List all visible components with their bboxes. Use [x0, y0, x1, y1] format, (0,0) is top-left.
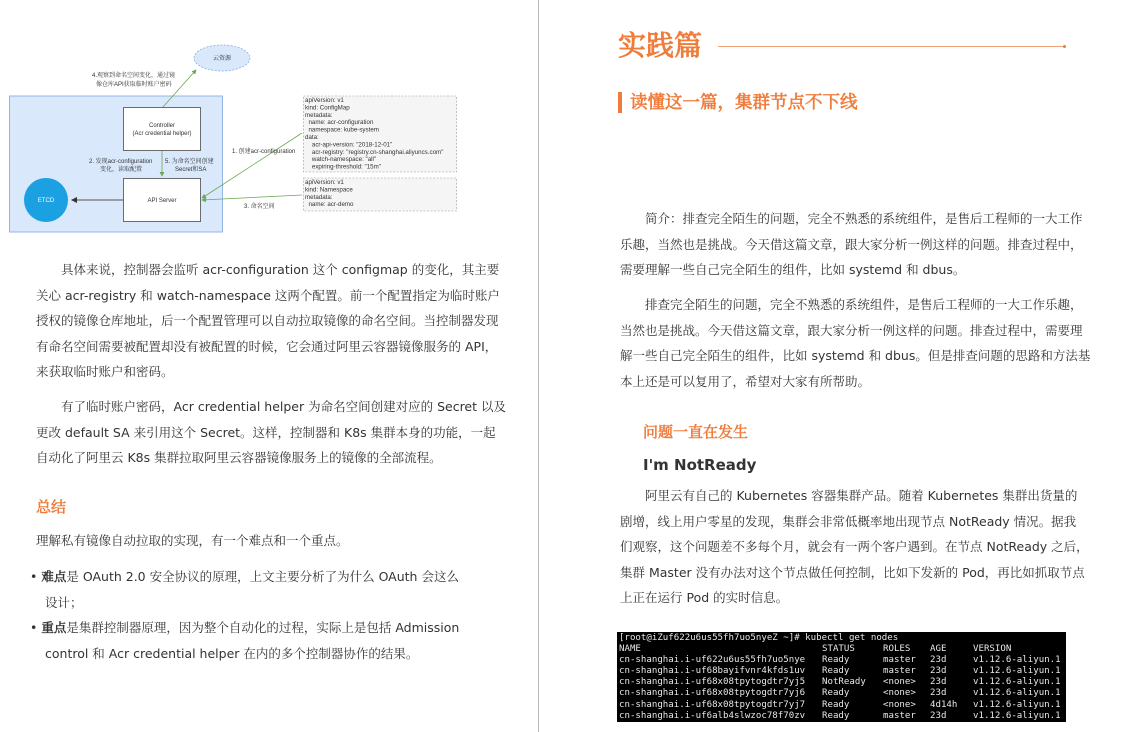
text-line: 当然也是挑战。今天借这篇文章，跟大家分析一例这样的问题。排查过程中，需要理 — [620, 322, 1083, 338]
node-row — [619, 711, 1064, 722]
text-line: 剧增，线上用户零星的发现，集群会非常低概率地出现节点 NotReady 情况。据我 — [620, 513, 1077, 529]
yaml-line: kind: ConfigMap — [305, 104, 350, 112]
terminal-header-row — [619, 644, 1064, 655]
api-server-label: API Server — [147, 198, 177, 204]
yaml-line: kind: Namespace — [305, 186, 353, 194]
article-title: 读懂这一篇，集群节点不下线 — [630, 93, 858, 113]
text-line: 本上还是可以复用了，希望对大家有所帮助。 — [620, 373, 871, 389]
step4-line1: 4.观察到命名空间变化，通过镜 — [92, 73, 176, 79]
text-line: 具体来说，控制器会监听 acr-configuration 这个 configmap 的变化，其主要 — [36, 262, 500, 277]
sub-heading: I'm NotReady — [643, 456, 757, 474]
chapter-title-rule — [718, 46, 1064, 47]
node-age: 23d — [930, 677, 947, 688]
node-age: 4d14h — [930, 699, 958, 710]
col-version: VERSION — [973, 644, 1012, 655]
node-age: 23d — [930, 666, 947, 677]
node-roles: master — [883, 710, 916, 721]
yaml-line: apiVersion: v1 — [305, 97, 344, 104]
yaml-line: apiVersion: v1 — [305, 179, 344, 186]
text-line: 排查完全陌生的问题，完全不熟悉的系统组件，是售后工程师的一大工作乐趣， — [620, 297, 1083, 312]
text-line: 有了临时账户密码，Acr credential helper 为命名空间创建对应的 Secret 以及 — [36, 399, 506, 414]
yaml-line: acr-api-version: "2018-12-01" — [305, 141, 393, 149]
text-line: 简介：排查完全陌生的问题，完全不熟悉的系统组件，是售后工程师的一大工作 — [620, 211, 1083, 226]
rule-end-dot — [1063, 45, 1066, 48]
node-name: cn-shanghai.i-uf68bayifvnr4kfds1uv — [619, 666, 806, 677]
col-age: AGE — [930, 644, 947, 655]
svg-text:像仓库API获取临时账户密码 — [96, 80, 172, 88]
col-roles: ROLES — [883, 644, 911, 655]
title-accent-bar — [618, 92, 622, 113]
node-status: Ready — [822, 655, 850, 666]
text-line: 理解私有镜像自动拉取的实现，有一个难点和一个重点。 — [36, 533, 349, 548]
yaml-line: watch-namespace: "all" — [305, 156, 377, 164]
node-name: cn-shanghai.i-uf68x08tpytogdtr7yj7 — [619, 699, 806, 710]
text-line: 集群 Master 没有办法对这个节点做任何控制，比如下发新的 Pod，再比如抓取节点 — [620, 564, 1085, 580]
summary-heading: 总结 — [36, 498, 67, 516]
text-line: 更改 default SA 来引用这个 Secret。这样，控制器和 K8s 集群本身的功能，一起 — [36, 424, 496, 440]
node-version: v1.12.6-aliyun.1 — [973, 688, 1061, 699]
bullet-text: 设计； — [45, 594, 83, 610]
node-roles: <none> — [883, 677, 916, 688]
bullet-difficulty: • 难点是 OAuth 2.0 安全协议的原理，上文主要分析了为什么 OAuth 会这么 设计； — [30, 564, 456, 615]
architecture-diagram — [0, 30, 470, 240]
text-line: 上正在运行 Pod 的实时信息。 — [620, 590, 789, 606]
node-age: 23d — [930, 710, 947, 721]
col-name: NAME — [619, 644, 641, 655]
step2-line1: 2. 发现acr-configuration — [89, 159, 153, 165]
yaml-line: metadata: — [305, 111, 333, 119]
yaml-line: expiring-threshold: "15m" — [305, 163, 381, 171]
node-status: Ready — [822, 688, 850, 699]
text-line: 乐趣，当然也是挑战。今天借这篇文章，跟大家分析一例这样的问题。排查过程中， — [620, 236, 1083, 252]
node-row — [619, 655, 1064, 666]
yaml-line: name: acr-demo — [305, 201, 354, 209]
node-version: v1.12.6-aliyun.1 — [973, 666, 1061, 677]
yaml-line: acr-registry: "registry.cn-shanghai.aliyuncs.com" — [305, 148, 444, 156]
node-row — [619, 666, 1064, 677]
node-row — [619, 677, 1064, 688]
bullet-key-point: • 重点是集群控制器原理，因为整个自动化的过程，实际上是包括 Admission control 和 Acr credential helper 在内的多个控制器协作的结果。 — [30, 615, 456, 666]
yaml-line: data: — [305, 134, 319, 141]
text-line: 解一些自己完全陌生的组件，比如 systemd 和 dbus。但是排查问题的思路和方法基 — [620, 348, 1091, 364]
node-roles: <none> — [883, 699, 916, 710]
node-status: Ready — [822, 699, 850, 710]
text-line: 需要理解一些自己完全陌生的组件，比如 systemd 和 dbus。 — [620, 262, 966, 278]
node-row — [619, 700, 1064, 711]
paragraph-notready — [620, 483, 1089, 611]
terminal-output — [617, 632, 1066, 722]
yaml-line: namespace: kube-system — [305, 126, 379, 134]
paragraph-background — [620, 292, 1091, 394]
etcd-label: ETCD — [37, 198, 55, 204]
node-status: Ready — [822, 666, 850, 677]
text-line: 们观察，这个问题差不多每个月，就会有一两个客户遇到。在节点 NotReady 之后， — [620, 539, 1089, 555]
controller-sublabel: (Acr credential helper) — [132, 131, 192, 137]
yaml-line: name: acr-configuration — [305, 119, 374, 127]
paragraph-controller-explanation — [36, 257, 500, 385]
node-status: NotReady — [822, 677, 866, 688]
text-line: 来获取临时账户和密码。 — [36, 364, 174, 380]
node-name: cn-shanghai.i-uf68x08tpytogdtr7yj6 — [619, 688, 806, 699]
bullet-bold: 难点 — [41, 569, 67, 584]
page-divider — [538, 0, 539, 732]
node-version: v1.12.6-aliyun.1 — [973, 655, 1061, 666]
yaml-line: metadata: — [305, 193, 333, 201]
node-version: v1.12.6-aliyun.1 — [973, 677, 1061, 688]
node-name: cn-shanghai.i-uf6alb4slwzoc78f70zv — [619, 710, 806, 721]
chapter-title: 实践篇 — [618, 29, 703, 62]
section-heading: 问题一直在发生 — [643, 423, 749, 441]
col-status: STATUS — [822, 644, 855, 655]
node-row — [619, 688, 1064, 699]
step5-line2: Secret和SA — [175, 167, 207, 173]
controller-box — [124, 108, 201, 151]
bullet-text: 是集群控制器原理，因为整个自动化的过程，实际上是包括 Admission — [66, 620, 460, 635]
node-version: v1.12.6-aliyun.1 — [973, 699, 1061, 710]
step5-line1: 5. 为命名空间创建 — [165, 159, 214, 165]
terminal-prompt: [root@iZuf622u6us55fh7uo5nyeZ ~]# kubectl get nodes — [619, 633, 899, 643]
step2-line2: 变化，读取配置 — [100, 167, 143, 173]
bullet-bold: 重点 — [41, 620, 67, 635]
node-name: cn-shanghai.i-uf68x08tpytogdtr7yj5 — [619, 677, 806, 688]
summary-intro — [36, 528, 456, 554]
node-status: Ready — [822, 710, 850, 721]
node-age: 23d — [930, 688, 947, 699]
bullet-text: control 和 Acr credential helper 在内的多个控制器协作的结果。 — [45, 645, 419, 661]
node-age: 23d — [930, 655, 947, 666]
intro-paragraph — [620, 206, 1083, 283]
text-line: 阿里云有自己的 Kubernetes 容器集群产品。随着 Kubernetes 集群出货量的 — [620, 488, 1078, 503]
paragraph-credential-helper — [36, 394, 506, 471]
bullet-text: 是 OAuth 2.0 安全协议的原理，上文主要分析了为什么 OAuth 会这么 — [66, 569, 459, 584]
node-roles: master — [883, 666, 916, 677]
text-line: 授权的镜像仓库地址，后一个配置管理可以自动拉取镜像的命名空间。当控制器发现 — [36, 313, 499, 329]
text-line: 有命名空间需要被配置却没有被配置的时候，它会通过阿里云容器镜像服务的 API， — [36, 338, 498, 354]
step1-label: 1. 创建acr-configuration — [232, 149, 296, 155]
step3-label: 3. 命名空间 — [244, 204, 275, 210]
node-roles: <none> — [883, 688, 916, 699]
controller-label: Controller — [148, 123, 176, 129]
svg-text:4.观察到命名空间变化，通过镜 — [92, 71, 175, 79]
node-roles: master — [883, 655, 916, 666]
text-line: 关心 acr-registry 和 watch-namespace 这两个配置。前一个配置指定为临时账户 — [36, 287, 500, 303]
text-line: 自动化了阿里云 K8s 集群拉取阿里云容器镜像服务上的镜像的全部流程。 — [36, 450, 442, 466]
node-version: v1.12.6-aliyun.1 — [973, 710, 1061, 721]
step4-line2: 像仓库API获取临时账户密码 — [96, 82, 172, 88]
node-name: cn-shanghai.i-uf622u6us55fh7uo5nye — [619, 655, 806, 666]
cloud-label: 云资源 — [212, 56, 232, 62]
